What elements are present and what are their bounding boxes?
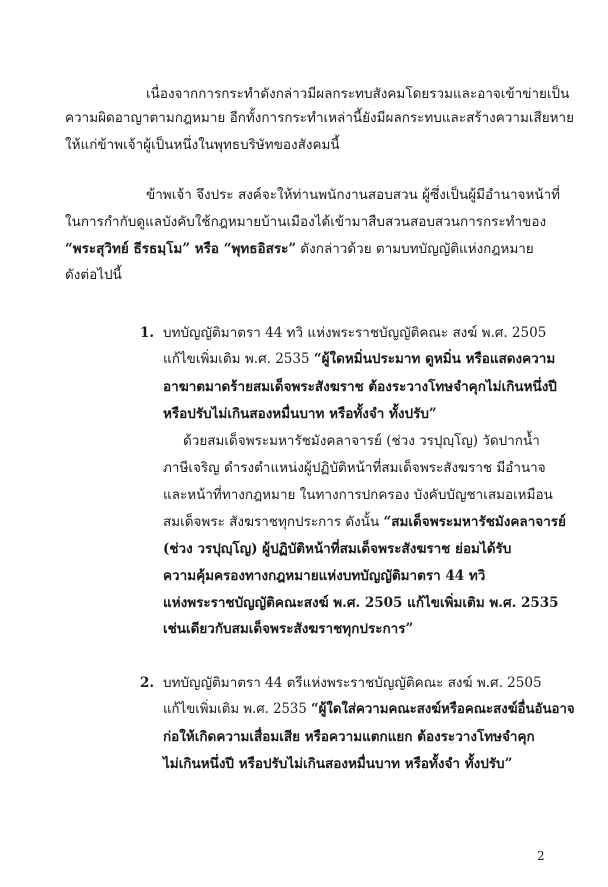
item-1-line-2-plain: แก้ไขเพิ่มเติม พ.ศ. 2535	[163, 351, 314, 367]
item-1-sub-line-3: และหน้าที่ทางกฎหมาย ในทางการปกครอง บังคับบัญชาเสมอเหมือน	[163, 487, 553, 503]
item-1-line-1: บทบัญญัติมาตรา 44 ทวิ แห่งพระราชบัญญัติคณะ สงฆ์ พ.ศ. 2505	[163, 325, 547, 341]
item-2-line-1: บทบัญญัติมาตรา 44 ตรีแห่งพระราชบัญญัติคณะ สงฆ์ พ.ศ. 2505	[163, 675, 542, 691]
item-1-sub-line-4-plain: สมเด็จพระ สังฆราชทุกประการ ดังนั้น	[163, 514, 384, 530]
item-1-number: 1.	[140, 325, 155, 341]
paragraph-2-line-3-rest: ดังกล่าวด้วย ตามบทบัญญัติแห่งกฎหมาย	[296, 241, 534, 257]
item-2-line-3: ก่อให้เกิดความเสื่อมเสีย หรือความแตกแยก ต้องระวางโทษจำคุก	[163, 729, 535, 745]
item-1-sub-line-5: (ช่วง วรปุญฺโญ) ผู้ปฏิบัติหน้าที่สมเด็จพระสังฆราช ย่อมได้รับ	[163, 541, 512, 557]
item-2-line-2-quote: “ผู้ใดใส่ความคณะสงฆ์หรือคณะสงฆ์อื่นอันอาจ	[311, 701, 575, 717]
item-1-sub-line-8: เช่นเดียวกับสมเด็จพระสังฆราชทุกประการ”	[163, 621, 414, 637]
item-2-line-2-plain: แก้ไขเพิ่มเติม พ.ศ. 2535	[163, 701, 312, 717]
item-2-line-2	[163, 700, 575, 718]
paragraph-1-line-2: ความผิดอาญาตามกฎหมาย อีกทั้งการกระทำเหล่านี้ยังมีผลกระทบและสร้างความเสียหาย	[65, 110, 574, 126]
paragraph-2-line-1: ข้าพเจ้า จึงประ สงค์จะให้ท่านพนักงานสอบสวน ผู้ซึ่งเป็นผู้มีอำนาจหน้าที่	[146, 187, 561, 203]
item-2-line-4: ไม่เกินหนึ่งปี หรือปรับไม่เกินสองหมื่นบาท หรือทั้งจำ ทั้งปรับ”	[163, 756, 513, 772]
paragraph-1-line-1: เนื่องจากการกระทำดังกล่าวมีผลกระทบสังคมโดยรวมและอาจเข้าข่ายเป็น	[146, 86, 570, 102]
item-1-sub-line-6: ความคุ้มครองทางกฎหมายแห่งบทบัญญัติมาตรา 44 ทวิ	[163, 568, 486, 584]
item-1-line-2-quote: “ผู้ใดหมิ่นประมาท ดูหมิ่น หรือแสดงความ	[313, 351, 556, 367]
item-1-line-3: อาฆาตมาดร้ายสมเด็จพระสังฆราช ต้องระวางโทษจำคุกไม่เกินหนึ่งปี	[163, 379, 557, 395]
paragraph-2-line-3	[65, 240, 534, 258]
page-number: 2	[537, 849, 545, 863]
accused-name: “พระสุวิทย์ ธีรธมฺโม” หรือ “พุทธอิสระ”	[65, 241, 297, 257]
item-2-number: 2.	[140, 675, 155, 691]
item-1-sub-line-4-quote: “สมเด็จพระมหารัชมังคลาจารย์	[383, 514, 566, 530]
item-1-line-2	[163, 350, 555, 368]
item-1-line-4: หรือปรับไม่เกินสองหมื่นบาท หรือทั้งจำ ทั้งปรับ”	[163, 406, 437, 422]
item-1-sub-line-7: แห่งพระราชบัญญัติคณะสงฆ์ พ.ศ. 2505 แก้ไขเพิ่มเติม พ.ศ. 2535	[163, 595, 559, 611]
item-1-sub-line-2: ภาษีเจริญ ดำรงตำแหน่งผู้ปฏิบัติหน้าที่สมเด็จพระสังฆราช มีอำนาจ	[163, 460, 546, 476]
paragraph-2-line-4: ดังต่อไปนี้	[65, 267, 122, 283]
item-1-sub-line-1: ด้วยสมเด็จพระมหารัชมังคลาจารย์ (ช่วง วรปุญฺโญ) วัดปากน้ำ	[183, 433, 540, 449]
paragraph-2-line-2: ในการกำกับดูแลบังคับใช้กฎหมายบ้านเมืองได้เข้ามาสืบสวนสอบสวนการกระทำของ	[65, 214, 547, 230]
item-1-sub-line-4	[163, 513, 566, 531]
paragraph-1-line-3: ให้แก่ข้าพเจ้าผู้เป็นหนึ่งในพุทธบริษัทของสังคมนี้	[65, 137, 340, 153]
